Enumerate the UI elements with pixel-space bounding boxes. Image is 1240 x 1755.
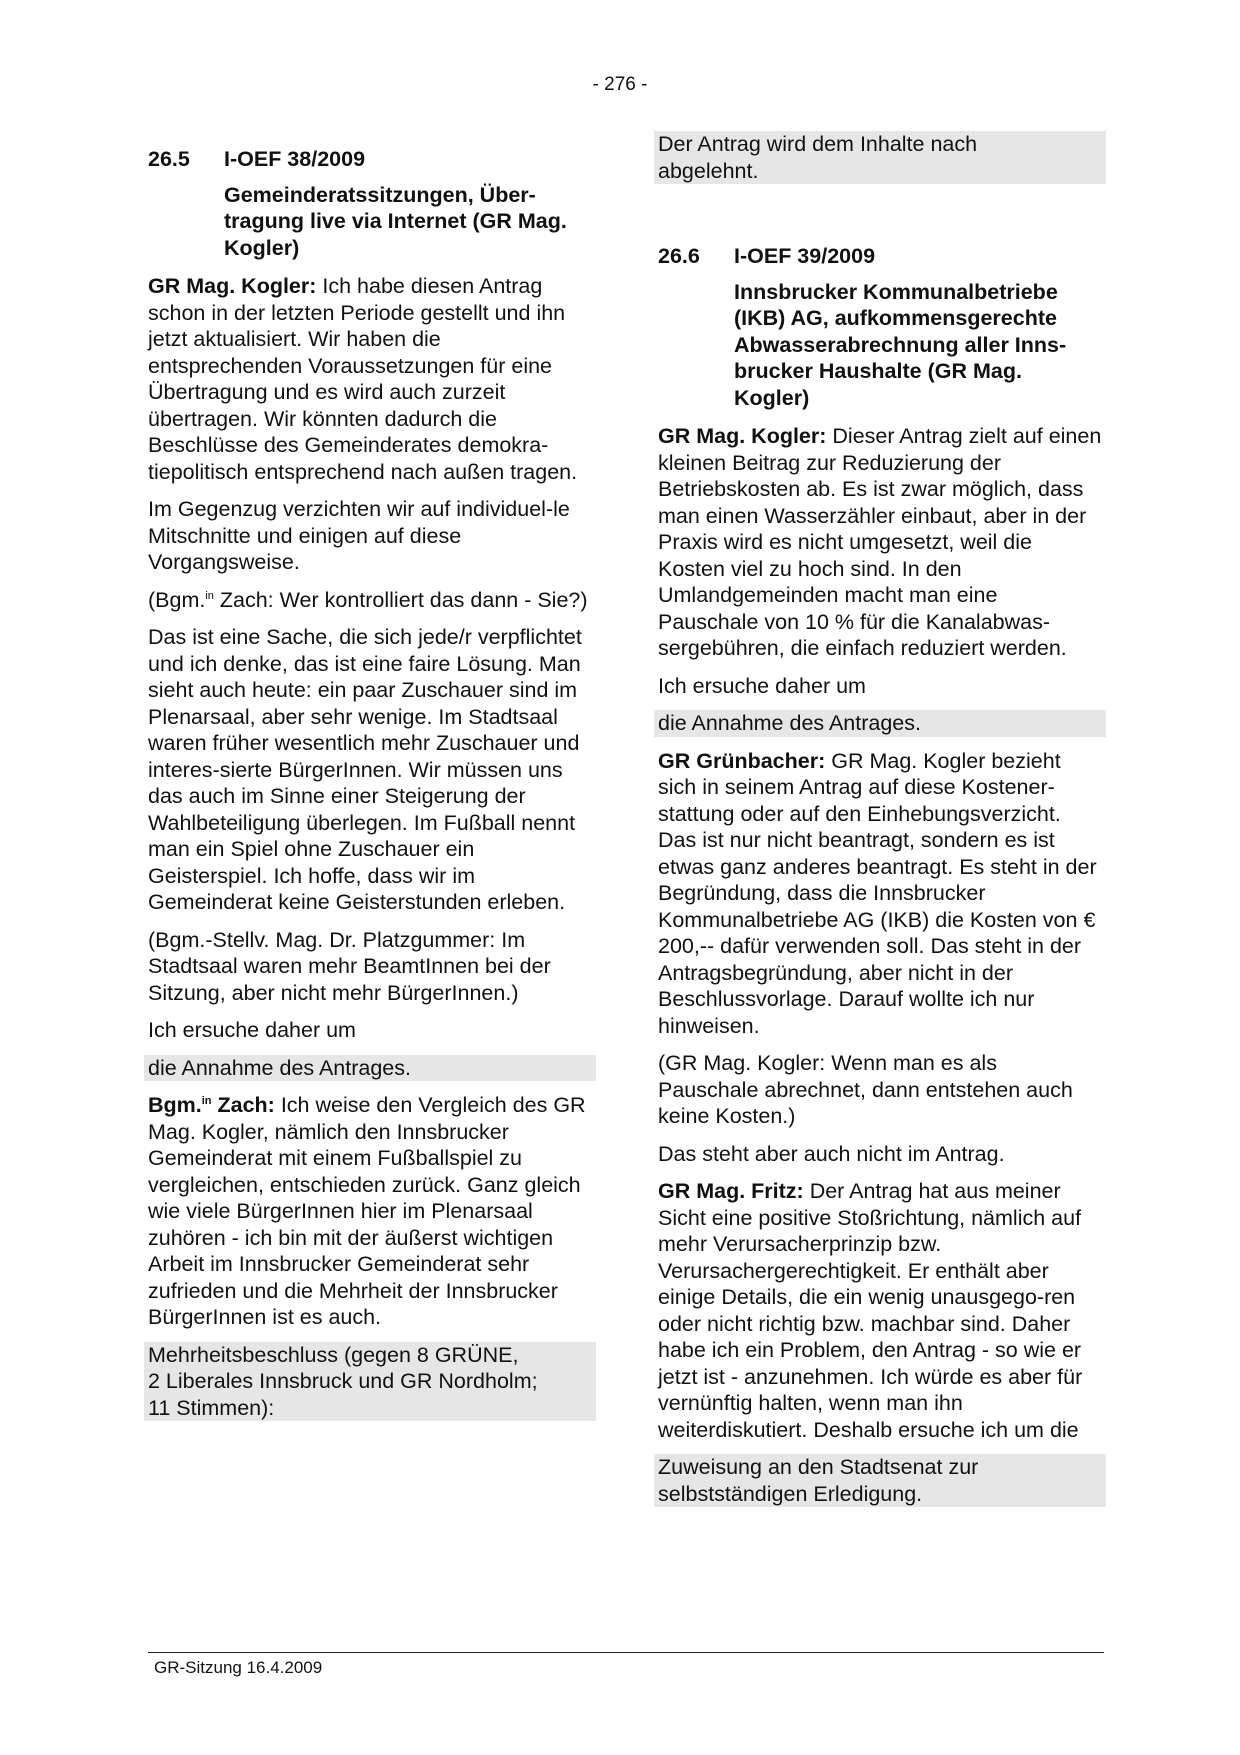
decision-line: Mehrheitsbeschluss (gegen 8 GRÜNE,: [148, 1342, 519, 1367]
paragraph-text: Das steht aber auch nicht im Antrag.: [658, 1141, 1005, 1166]
motion-highlight: die Annahme des Antrages.: [144, 1055, 596, 1082]
paragraph-text: Ich ersuche daher um: [148, 1018, 356, 1042]
paragraph-text: Ich weise den Vergleich des GR Mag. Kogler, nämlich den Innsbrucker Gemeinderat mit einem Fußballspiel zu vergleichen, entschieden zurück. Ganz gleich wie viele BürgerInnen hier im Plenarsaal zuhören - ich bin mit der äußerst wichtigen Arbeit im Innsbrucker Gemeinderat sehr zufrieden und die Mehrheit der Innsbrucker BürgerInnen ist es auch.: [148, 1093, 586, 1329]
paragraph-gruenbacher-statement: [658, 748, 1102, 1040]
interjection-text: Zach: Wer kontrolliert das dann - Sie?): [213, 587, 588, 612]
paragraph-fritz-statement: [658, 1178, 1102, 1443]
result-highlight: [654, 131, 1106, 184]
paragraph-text: Dieser Antrag zielt auf einen kleinen Beitrag zur Reduzierung der Betriebskosten ab. Es ist zwar möglich, dass man einen Wasserzähler einbaut, aber in der Praxis wird es nicht umgesetzt, weil die Kosten viel zu hoch sind. In den Umlandgemeinden macht man eine Pauschale von 10 % für die Kanalabwas-sergebühren, die einfach reduziert werden.: [658, 424, 1102, 660]
item-heading-26-5: [148, 146, 592, 173]
item-heading-26-6: [658, 243, 1102, 270]
item-reference: I-OEF 39/2009: [734, 244, 876, 268]
paragraph-interjection-kogler: (GR Mag. Kogler: Wenn man es als Pauschale abrechnet, dann entstehen auch keine Kosten.): [658, 1051, 1073, 1128]
item-reference: I-OEF 38/2009: [224, 147, 366, 171]
spacer: [658, 195, 1102, 243]
referral-line: selbstständigen Erledigung.: [658, 1481, 923, 1506]
result-line: abgelehnt.: [658, 158, 759, 183]
footer-text: GR-Sitzung 16.4.2009: [154, 1658, 323, 1677]
paragraph-text: Ich ersuche daher um: [658, 673, 866, 698]
paragraph-text: Der Antrag hat aus meiner Sicht eine positive Stoßrichtung, nämlich auf mehr Verursacherprinzip bzw. Verursachergerechtigkeit. Er enthält aber einige Details, die ein wenig unausgego-ren oder nicht richtig bzw. machbar sind. Daher habe ich ein Problem, den Antrag - so wie er jetzt ist - anzunehmen. Ich würde es aber für vernünftig halten, wenn man ihn weiterdiskutiert. Deshalb ersuche ich um die: [658, 1179, 1083, 1442]
speaker-prefix: Bgm.: [148, 1093, 202, 1117]
referral-highlight: [654, 1454, 1106, 1507]
decision-line: 11 Stimmen):: [148, 1395, 275, 1420]
right-column: [658, 131, 1102, 1518]
item-title: Innsbrucker Kommunalbetriebe (IKB) AG, aufkommensgerechte Abwasserabrechnung aller Inns-brucker Haushalte (GR Mag. Kogler): [734, 279, 1067, 410]
paragraph-interjection-zach: [148, 587, 592, 614]
left-column: [148, 146, 592, 1432]
paragraph-kogler-statement: [658, 423, 1102, 662]
speaker-name: GR Mag. Fritz:: [658, 1179, 804, 1203]
referral-line: Zuweisung an den Stadtsenat zur: [658, 1455, 979, 1479]
speaker-name: GR Mag. Kogler:: [658, 424, 827, 448]
superscript: in: [201, 1095, 212, 1107]
paragraph-zach-statement: [148, 1092, 592, 1331]
decision-highlight: [144, 1342, 596, 1422]
speaker-name: [148, 1093, 275, 1117]
decision-line: 2 Liberales Innsbruck und GR Nordholm;: [148, 1369, 538, 1393]
page-number: - 276 -: [592, 74, 648, 95]
item-number: 26.6: [658, 244, 700, 268]
footer-divider: [148, 1652, 1104, 1653]
speaker-rest: Zach:: [211, 1093, 275, 1117]
paragraph-text: Im Gegenzug verzichten wir auf individuel-le Mitschnitte und einigen auf diese Vorgangsweise.: [148, 497, 570, 574]
item-number: 26.5: [148, 147, 190, 171]
interjection-prefix: (Bgm.: [148, 587, 206, 612]
result-line: Der Antrag wird dem Inhalte nach: [658, 132, 978, 156]
speaker-name: GR Mag. Kogler:: [148, 274, 317, 298]
item-title: Gemeinderatssitzungen, Über-tragung live via Internet (GR Mag. Kogler): [224, 182, 567, 260]
paragraph-kogler-statement: [148, 273, 592, 485]
motion-highlight: die Annahme des Antrages.: [654, 710, 1106, 737]
superscript: in: [205, 589, 214, 602]
paragraph-text: Ich habe diesen Antrag schon in der letzten Periode gestellt und ihn jetzt aktualisiert. Wir haben die entsprechenden Voraussetzungen für eine Übertragung und es wird auch zurzeit übertragen. Wir könnten dadurch die Beschlüsse des Gemeinderates demokra-tiepolitisch entsprechend nach außen tragen.: [148, 274, 578, 484]
speaker-name: GR Grünbacher:: [658, 748, 826, 773]
paragraph-interjection-platzgummer: (Bgm.-Stellv. Mag. Dr. Platzgummer: Im Stadtsaal waren mehr BeamtInnen bei der Sitzung, aber nicht mehr BürgerInnen.): [148, 927, 551, 1005]
paragraph-text: GR Mag. Kogler bezieht sich in seinem Antrag auf diese Kostener-stattung oder auf den Einhebungsverzicht. Das ist nur nicht beantragt, sondern es ist etwas ganz anderes beantragt. Es steht in der Begründung, dass die Innsbrucker Kommunalbetriebe AG (IKB) die Kosten von € 200,-- dafür verwenden soll. Das steht in der Antragsbegründung, aber nicht in der Beschlussvorlage. Darauf wollte ich nur hinweisen.: [658, 748, 1097, 1038]
paragraph-text: Das ist eine Sache, die sich jede/r verpflichtet und ich denke, das ist eine faire Lösung. Man sieht auch heute: ein paar Zuschauer sind im Plenarsaal, aber sehr wenige. Im Stadtsaal waren früher wesentlich mehr Zuschauer und interes-sierte BürgerInnen. Wir müssen uns das auch im Sinne einer Steigerung der Wahlbeteiligung überlegen. Im Fußball nennt man ein Spiel ohne Zuschauer ein Geisterspiel. Ich hoffe, dass wir im Gemeinderat keine Geisterstunden erleben.: [148, 625, 582, 914]
